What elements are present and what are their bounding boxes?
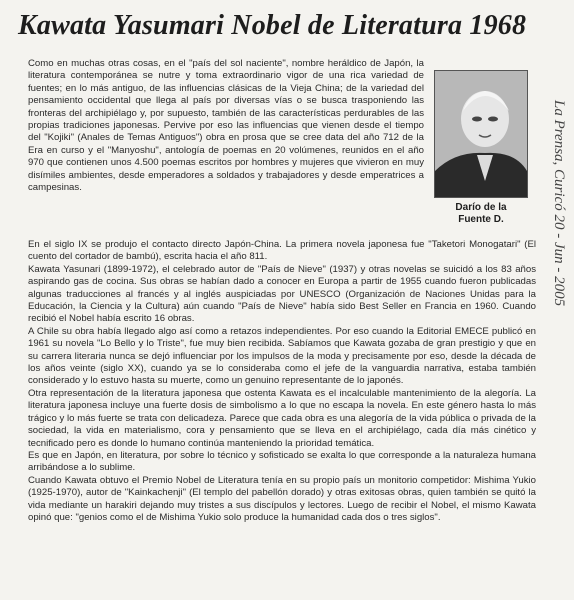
photo-caption: Darío de la Fuente D. [455, 202, 507, 225]
paragraph: Otra representación de la literatura japonesa que ostenta Kawata es el incalculable mantenimiento de la alegoría. La literatura japonesa incluye una fuerte dosis de simbolismo a lo que no escapa la novela. En este género hasta lo más trágico y lo más fuerte se trata con delicadeza. Parece que cada obra es una alegoría de la vida pública o privada de la sociedad, la vida en materialismo, cora y pensamiento que se lleva en el archipiélago, cada día más cinético y tecnificado pero es donde lo humano continúa manteniendo la prioridad temática. [28, 387, 536, 449]
paragraph: A Chile su obra había llegado algo así como a retazos independientes. Por eso cuando la Editorial EMECE publicó en 1961 su novela "Lo Bello y lo Triste", fue muy bien recibida. Sabíamos que Kawata gozaba de gran prestigio y que en su carrera literaria nunca se dejó influenciar por los impulsos de la moda y precisamente por eso, desde la década de los años veinte (siglo XX), cuando ya se lo consideraba como el jefe de la vanguardia narrativa, estaba también considerado y lo estuvo hasta su muerte, como un genuino representante de lo japonés. [28, 325, 536, 387]
portrait-photo-icon [434, 70, 528, 198]
article-body-top [28, 58, 424, 194]
paragraph: Como en muchas otras cosas, en el "país del sol naciente", nombre heráldico de Japón, la literatura contemporánea se nutre y toma extraordinario vigor de una rica variedad de fuentes; en lo más antiguo, de las influencias clásicas de la Vieja China; de la variedad del pensamiento occidental que llega al país por diversas vías o se busca trasponiendo las fronteras del archipiélago y, por supuesto, también de las características perdurables de las propias tradiciones japonesas. Pervive por eso las influencias que vienen desde el tiempo del "Kojiki" (Anales de Temas Antiguos") obra en prosa que se cree data del año 712 de la Era en curso y el "Manyoshu", antología de poemas en 20 volúmenes, reunidos en el año 970 que contienen unos 4.500 poemas escritos por hombres y mujeres que vivieron en muy disímiles ambientes, desde emperadores a soldados y trabajadores y desde emperatrices a campesinas. [28, 58, 424, 194]
handwritten-source-note: La Prensa, Curicó 20 - Jun - 2005 [551, 100, 567, 307]
paragraph: Cuando Kawata obtuvo el Premio Nobel de Literatura tenía en su propio país un monitorio competidor: Mishima Yukio (1925-1970), autor de "Kainkachenji" (El templo del pabellón dorado) y otras exitosas obras, quien también se quitó la vida mediante un harakiri dejando muy tristes a sus discípulos y lectores. Luego de recibir el Nobel, el mismo Kawata opinó que: "genios como el de Mishima Yukio solo produce la humanidad cada dos o tres siglos". [28, 474, 536, 523]
paragraph: En el siglo IX se produjo el contacto directo Japón-China. La primera novela japonesa fue "Taketori Monogatari" (El cuento del cortador de bambú), escrita hacia el año 811. [28, 239, 536, 263]
paragraph: Kawata Yasunari (1899-1972), el celebrado autor de "País de Nieve" (1937) y otras novelas se suicidó a los 83 años aspirando gas de cocina. Sus obras se habían dado a conocer en Europa a partir de 1955 cuando fueron publicadas algunas traducciones al francés y al inglés auspiciadas por UNESCO (Organización de Naciones Unidas para la Educación, la Ciencia y la Cultura) aún cuando "País de Nieve" había sido Best Seller en Francia en 1960. Cuando recibió el Nobel había escrito 16 obras. [28, 263, 536, 325]
paragraph: Es que en Japón, en literatura, por sobre lo técnico y sofisticado se exalta lo que corresponde a la naturaleza humana arribándose a lo sublime. [28, 449, 536, 474]
article-title: Kawata Yasumari Nobel de Literatura 1968 [18, 10, 527, 41]
article-body-bottom [28, 239, 536, 524]
